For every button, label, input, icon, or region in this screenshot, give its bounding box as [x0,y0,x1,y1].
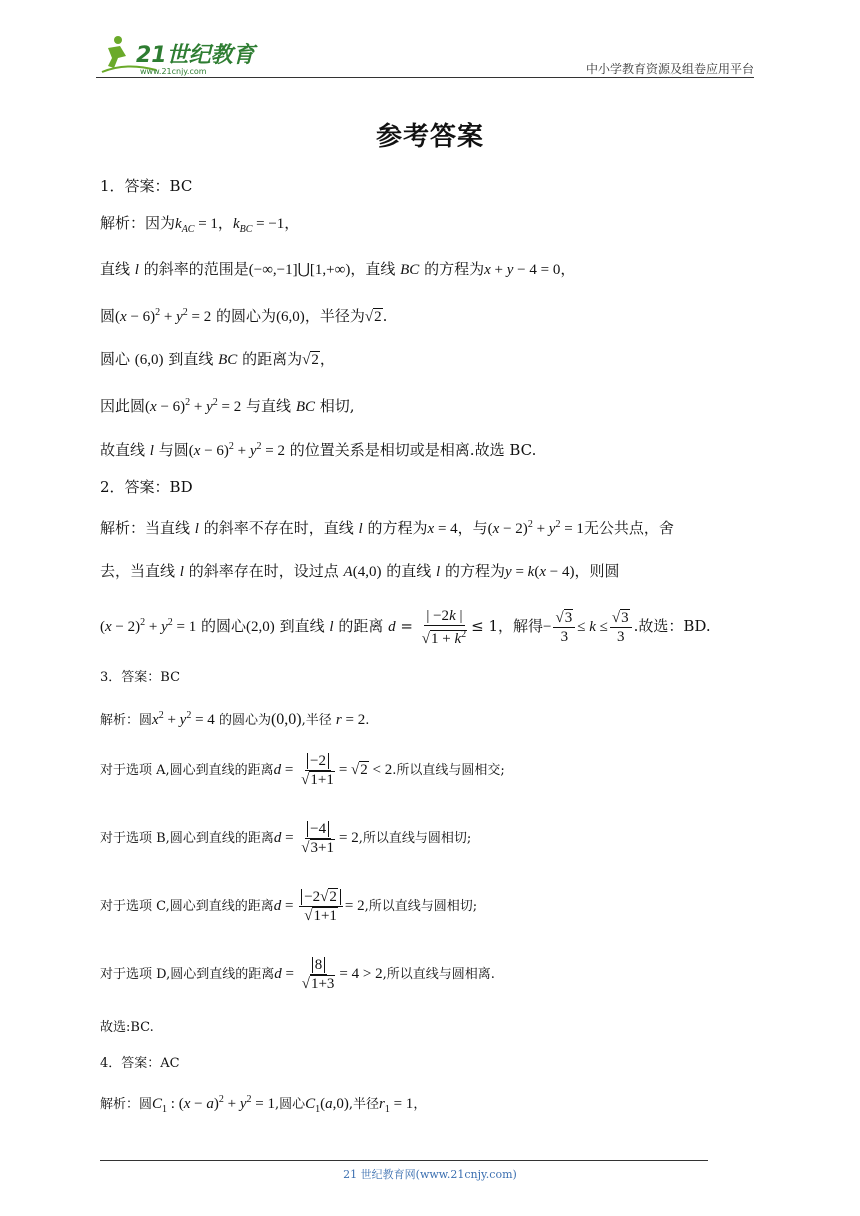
q3-option-a: 对于选项 A,圆心到直线的距离d = $\frac{-2}{√1+1}$ = √2 < 2.所以直线与圆相交; [100,753,505,789]
logo [96,32,258,80]
q1-line-2: 直线 l 的斜率的范围是(−∞,−1]⋃[1,+∞)，直线 BC 的方程为x + y − 4 = 0， [100,260,576,278]
q3-option-b: 对于选项 B,圆心到直线的距离d = $\frac{-4}{√3+1}$ = 2,所以直线与圆相切; [100,821,472,857]
footer-rule [100,1160,708,1161]
platform-name: 中小学教育资源及组卷应用平台 [585,62,754,76]
q1-line-1: 解析：因为$k_{AC} = 1$，$k_{BC} = -1$， [100,214,300,235]
q1-answer: 1．答案：BC [100,177,193,195]
q2-line-2: 去，当直线 l 的斜率存在时，设过点 A(4,0) 的直线 l 的方程为y = k(x − 4)，则圆 [100,562,620,580]
q3-line-1: 解析：圆$x^2 + y^2 = 4$ 的圆心为(0,0),半径 r = 2. [100,710,370,728]
q4-line-1: 解析：圆$C_1$ : $(x - a)^2 + y^2 = 1$,圆心$C_1(a,0)$,半径$r_1 = 1$， [100,1094,427,1115]
q1-line-5: 因此圆$(x - 6)^2 + y^2 = 2$ 与直线 BC 相切, [100,397,355,415]
q1-line-3: 圆$(x - 6)^2 + y^2 = 2$ 的圆心为(6,0)，半径为√2. [100,307,388,325]
q3-option-d: 对于选项 D,圆心到直线的距离d = $\frac{8}{√1+3}$ = 4 > 2,所以直线与圆相离. [100,957,495,993]
svg-text:21世纪教育: 21世纪教育 [136,43,255,68]
q3-choose: 故选:BC. [100,1020,154,1035]
header-rule [96,77,754,78]
q1-line-6: 故直线 l 与圆$(x - 6)^2 + y^2 = 2$ 的位置关系是相切或是相离.故选 BC. [100,441,537,459]
q2-line-1: 解析：当直线 l 的斜率不存在时，直线 l 的方程为x = 4，与$(x - 2)^2 + y^2 = 1$无公共点，舍 [100,519,674,537]
q2-line-3: $(x - 2)^2 + y^2 = 1$ 的圆心(2,0) 到直线 l 的距离 d = $\frac{| -2k |}{√1 + k^2}$ ≤ 1，解得− $\frac{√3}{3}$ ≤ k ≤ $\frac{√3}{3}$ .故选：BD. [100,607,711,647]
svg-text:www.21cnjy.com: www.21cnjy.com [140,67,207,76]
q3-option-c: 对于选项 C,圆心到直线的距离d = $\frac{-2√2}{√1+1}$ = 2,所以直线与圆相切; [100,889,478,925]
q3-answer: 3．答案：BC [100,670,181,685]
footer: 21 世纪教育网(www.21cnjy.com) [343,1168,517,1181]
q2-answer: 2．答案：BD [100,478,193,496]
page-title: 参考答案 [375,122,484,152]
q4-answer: 4．答案：AC [100,1056,180,1071]
q1-line-4: 圆心 (6,0) 到直线 BC 的距离为√2， [100,350,335,368]
